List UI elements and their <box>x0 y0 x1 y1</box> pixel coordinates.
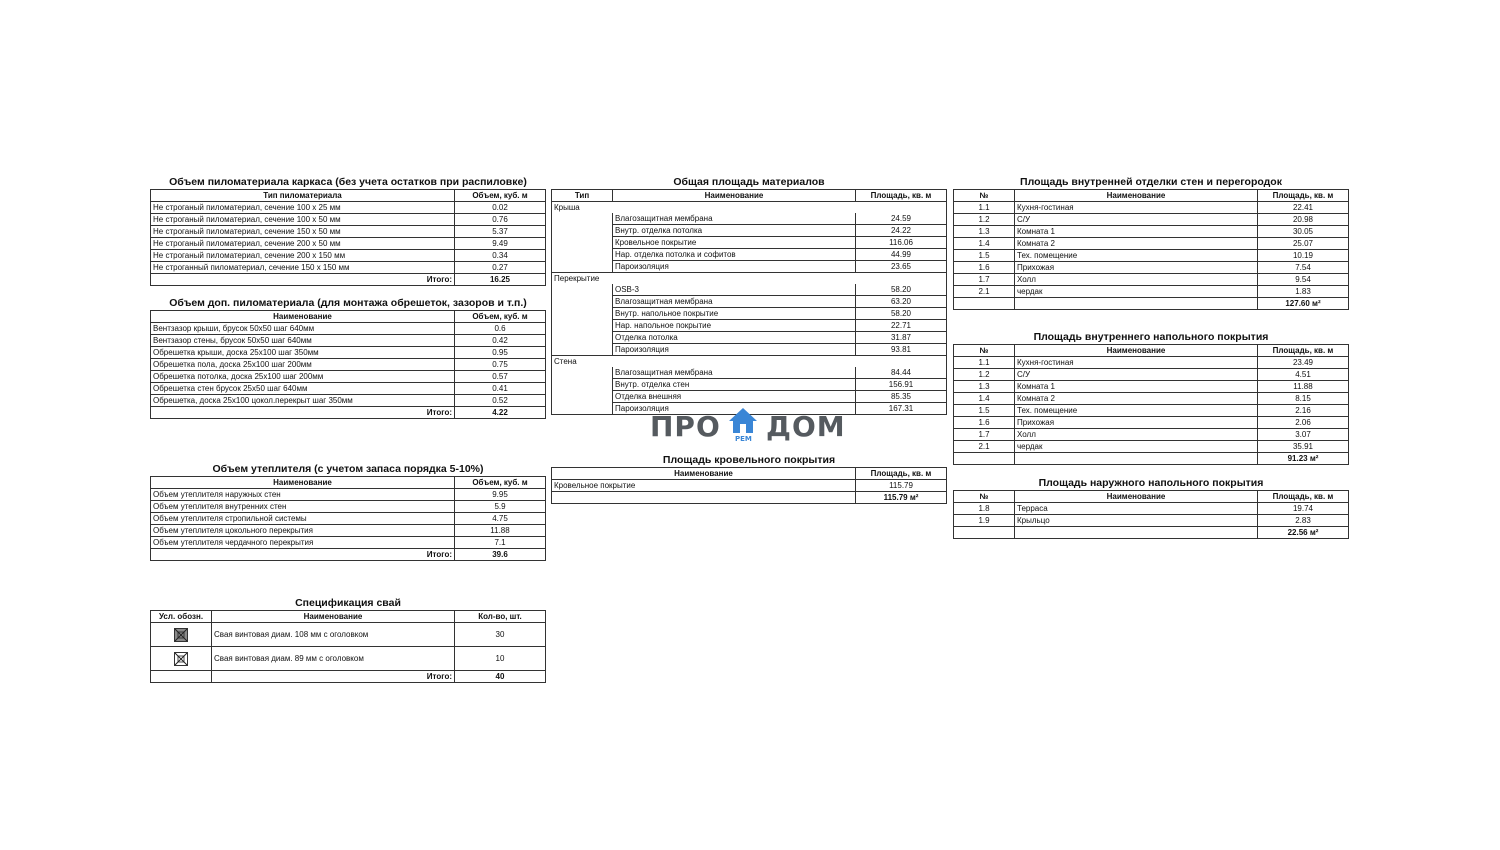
walls-area-cell: 9.54 <box>1258 274 1349 286</box>
extra-lumber-value-cell: 0.57 <box>455 371 546 383</box>
inner-floor-area-cell: 3.07 <box>1258 429 1349 441</box>
insulation-table <box>150 476 546 561</box>
table-row <box>552 379 947 391</box>
outer-floor-num-cell: 1.8 <box>954 503 1015 515</box>
materials-header-area: Площадь, кв. м <box>856 190 947 202</box>
insulation-header-volume: Объем, куб. м <box>455 477 546 489</box>
materials-title: Общая площадь материалов <box>673 176 825 188</box>
roofing-table <box>551 467 947 504</box>
table-row <box>954 417 1349 429</box>
table-row <box>954 226 1349 238</box>
walls-area-cell: 10.19 <box>1258 250 1349 262</box>
insulation-value-cell: 9.95 <box>455 489 546 501</box>
materials-area-cell: 167.31 <box>856 403 947 415</box>
outer-floor-header-num: № <box>954 491 1015 503</box>
walls-name-cell: чердак <box>1015 286 1258 298</box>
outer-floor-total-row <box>954 527 1349 539</box>
table-row <box>954 503 1349 515</box>
inner-floor-area-cell: 11.88 <box>1258 381 1349 393</box>
piles-header-symbol: Усл. обозн. <box>151 611 212 623</box>
inner-floor-num-cell: 1.4 <box>954 393 1015 405</box>
extra-lumber-total-row <box>151 407 546 419</box>
table-row <box>552 261 947 273</box>
walls-num-cell: 1.5 <box>954 250 1015 262</box>
inner-floor-name-cell: Холл <box>1015 429 1258 441</box>
walls-total-value: 127.60 м² <box>1258 298 1349 310</box>
extra-lumber-name-cell: Обрешетка пола, доска 25х100 шаг 200мм <box>151 359 455 371</box>
walls-name-cell: Комната 1 <box>1015 226 1258 238</box>
materials-area-cell: 93.81 <box>856 344 947 356</box>
inner-floor-title: Площадь внутреннего напольного покрытия <box>1033 331 1269 343</box>
materials-group-row <box>552 273 947 285</box>
materials-indent-cell <box>552 237 613 249</box>
materials-group-type: Крыша <box>552 202 947 214</box>
extra-lumber-header-volume: Объем, куб. м <box>455 311 546 323</box>
piles-total-row <box>151 671 546 683</box>
materials-name-cell: Нар. напольное покрытие <box>613 320 856 332</box>
walls-total-empty <box>954 298 1015 310</box>
walls-area-cell: 7.54 <box>1258 262 1349 274</box>
materials-name-cell: Влагозащитная мембрана <box>613 296 856 308</box>
table-row <box>552 284 947 296</box>
materials-indent-cell <box>552 213 613 225</box>
lumber-total-value: 16.25 <box>455 274 546 286</box>
table-row <box>552 480 947 492</box>
piles-table <box>150 610 546 683</box>
inner-floor-name-cell: Комната 1 <box>1015 381 1258 393</box>
materials-group-type: Перекрытие <box>552 273 947 285</box>
materials-name-cell: Пароизоляция <box>613 344 856 356</box>
insulation-value-cell: 5.9 <box>455 501 546 513</box>
prodom-logo <box>650 408 850 444</box>
inner-floor-total-value: 91.23 м² <box>1258 453 1349 465</box>
materials-header-type: Тип <box>552 190 613 202</box>
inner-floor-table <box>953 344 1349 465</box>
table-row <box>151 262 546 274</box>
inner-floor-name-cell: Кухня-гостиная <box>1015 357 1258 369</box>
table-row <box>151 226 546 238</box>
walls-name-cell: Кухня-гостиная <box>1015 202 1258 214</box>
inner-floor-area-cell: 4.51 <box>1258 369 1349 381</box>
extra-lumber-name-cell: Обрешетка крыши, доска 25х100 шаг 350мм <box>151 347 455 359</box>
materials-indent-cell <box>552 403 613 415</box>
table-row <box>954 262 1349 274</box>
walls-num-cell: 1.4 <box>954 238 1015 250</box>
outer-floor-total-value: 22.56 м² <box>1258 527 1349 539</box>
pile-symbol-cell <box>151 647 212 671</box>
inner-floor-num-cell: 1.7 <box>954 429 1015 441</box>
table-row <box>552 213 947 225</box>
materials-table <box>551 189 947 415</box>
walls-header-num: № <box>954 190 1015 202</box>
extra-lumber-name-cell: Обрешетка, доска 25х100 цокол.перекрыт шаг 350мм <box>151 395 455 407</box>
materials-area-cell: 24.22 <box>856 225 947 237</box>
inner-floor-num-cell: 1.1 <box>954 357 1015 369</box>
extra-lumber-name-cell: Обрешетка стен брусок 25х50 шаг 640мм <box>151 383 455 395</box>
table-row <box>954 286 1349 298</box>
table-row <box>552 320 947 332</box>
materials-name-cell: Внутр. напольное покрытие <box>613 308 856 320</box>
table-row <box>151 395 546 407</box>
outer-floor-block <box>953 477 1349 539</box>
table-row <box>954 357 1349 369</box>
lumber-total-row <box>151 274 546 286</box>
walls-num-cell: 1.2 <box>954 214 1015 226</box>
table-row <box>552 344 947 356</box>
insulation-total-value: 39.6 <box>455 549 546 561</box>
extra-lumber-total-label: Итого: <box>151 407 455 419</box>
materials-indent-cell <box>552 391 613 403</box>
roofing-title: Площадь кровельного покрытия <box>662 454 836 466</box>
walls-title: Площадь внутренней отделки стен и перегородок <box>1020 176 1282 188</box>
table-row <box>954 250 1349 262</box>
lumber-header-type: Тип пиломатериала <box>151 190 455 202</box>
materials-block <box>551 176 947 415</box>
insulation-header-name: Наименование <box>151 477 455 489</box>
materials-indent-cell <box>552 296 613 308</box>
lumber-value-cell: 9.49 <box>455 238 546 250</box>
insulation-value-cell: 4.75 <box>455 513 546 525</box>
inner-floor-num-cell: 1.3 <box>954 381 1015 393</box>
piles-total-value: 40 <box>455 671 546 683</box>
table-row <box>151 359 546 371</box>
walls-block <box>953 176 1349 310</box>
materials-indent-cell <box>552 249 613 261</box>
walls-num-cell: 2.1 <box>954 286 1015 298</box>
lumber-total-label: Итого: <box>151 274 455 286</box>
outer-floor-num-cell: 1.9 <box>954 515 1015 527</box>
materials-indent-cell <box>552 332 613 344</box>
lumber-value-cell: 0.34 <box>455 250 546 262</box>
piles-total-empty <box>151 671 212 683</box>
roofing-total-row <box>552 492 947 504</box>
walls-table <box>953 189 1349 310</box>
materials-name-cell: Отделка потолка <box>613 332 856 344</box>
walls-area-cell: 30.05 <box>1258 226 1349 238</box>
extra-lumber-name-cell: Обрешетка потолка, доска 25х100 шаг 200мм <box>151 371 455 383</box>
table-row <box>552 249 947 261</box>
outer-floor-name-cell: Крыльцо <box>1015 515 1258 527</box>
table-row <box>954 515 1349 527</box>
inner-floor-total-empty <box>954 453 1015 465</box>
lumber-value-cell: 0.76 <box>455 214 546 226</box>
walls-name-cell: Холл <box>1015 274 1258 286</box>
table-row <box>954 214 1349 226</box>
inner-floor-header-name: Наименование <box>1015 345 1258 357</box>
table-row <box>151 525 546 537</box>
materials-indent-cell <box>552 367 613 379</box>
materials-area-cell: 58.20 <box>856 284 947 296</box>
table-row <box>151 323 546 335</box>
table-row <box>151 623 546 647</box>
extra-lumber-value-cell: 0.6 <box>455 323 546 335</box>
table-row <box>552 225 947 237</box>
materials-name-cell: Влагозащитная мембрана <box>613 213 856 225</box>
insulation-name-cell: Объем утеплителя цокольного перекрытия <box>151 525 455 537</box>
table-row <box>151 347 546 359</box>
lumber-table <box>150 189 546 286</box>
insulation-block <box>150 463 546 561</box>
extra-lumber-value-cell: 0.42 <box>455 335 546 347</box>
outer-floor-name-cell: Терраса <box>1015 503 1258 515</box>
table-row <box>954 393 1349 405</box>
insulation-value-cell: 11.88 <box>455 525 546 537</box>
insulation-name-cell: Объем утеплителя наружных стен <box>151 489 455 501</box>
walls-area-cell: 22.41 <box>1258 202 1349 214</box>
extra-lumber-name-cell: Вентзазор крыши, брусок 50х50 шаг 640мм <box>151 323 455 335</box>
walls-total-empty <box>1015 298 1258 310</box>
materials-group-row <box>552 202 947 214</box>
walls-total-row <box>954 298 1349 310</box>
materials-indent-cell <box>552 261 613 273</box>
walls-num-cell: 1.6 <box>954 262 1015 274</box>
outer-floor-area-cell: 2.83 <box>1258 515 1349 527</box>
inner-floor-total-row <box>954 453 1349 465</box>
roofing-name-cell: Кровельное покрытие <box>552 480 856 492</box>
inner-floor-header-area: Площадь, кв. м <box>1258 345 1349 357</box>
walls-name-cell: Прихожая <box>1015 262 1258 274</box>
piles-header-name: Наименование <box>212 611 455 623</box>
table-row <box>151 489 546 501</box>
materials-area-cell: 31.87 <box>856 332 947 344</box>
table-row <box>151 537 546 549</box>
walls-header-area: Площадь, кв. м <box>1258 190 1349 202</box>
lumber-name-cell: Не строганный пиломатериал, сечение 150 х 150 мм <box>151 262 455 274</box>
outer-floor-area-cell: 19.74 <box>1258 503 1349 515</box>
table-row <box>954 429 1349 441</box>
materials-name-cell: Внутр. отделка потолка <box>613 225 856 237</box>
piles-title: Спецификация свай <box>295 597 401 609</box>
materials-name-cell: Влагозащитная мембрана <box>613 367 856 379</box>
inner-floor-num-cell: 1.5 <box>954 405 1015 417</box>
insulation-total-row <box>151 549 546 561</box>
materials-area-cell: 22.71 <box>856 320 947 332</box>
logo-right-text: ДОМ <box>766 410 846 443</box>
table-row <box>151 202 546 214</box>
inner-floor-header-num: № <box>954 345 1015 357</box>
materials-name-cell: OSB-3 <box>613 284 856 296</box>
walls-name-cell: С/У <box>1015 214 1258 226</box>
piles-block <box>150 597 546 683</box>
inner-floor-name-cell: С/У <box>1015 369 1258 381</box>
walls-num-cell: 1.7 <box>954 274 1015 286</box>
table-row <box>151 250 546 262</box>
outer-floor-title: Площадь наружного напольного покрытия <box>1038 477 1264 489</box>
inner-floor-num-cell: 2.1 <box>954 441 1015 453</box>
outer-floor-total-empty <box>954 527 1015 539</box>
table-row <box>151 214 546 226</box>
roofing-area-cell: 115.79 <box>856 480 947 492</box>
inner-floor-area-cell: 2.16 <box>1258 405 1349 417</box>
extra-lumber-value-cell: 0.95 <box>455 347 546 359</box>
inner-floor-total-empty <box>1015 453 1258 465</box>
materials-area-cell: 85.35 <box>856 391 947 403</box>
table-row <box>954 274 1349 286</box>
logo-left-text: ПРО <box>650 410 721 443</box>
table-row <box>954 369 1349 381</box>
materials-group-type: Стена <box>552 356 947 368</box>
extra-lumber-value-cell: 0.75 <box>455 359 546 371</box>
inner-floor-name-cell: чердак <box>1015 441 1258 453</box>
walls-area-cell: 20.98 <box>1258 214 1349 226</box>
materials-area-cell: 58.20 <box>856 308 947 320</box>
insulation-title: Объем утеплителя (с учетом запаса порядка 5-10%) <box>212 463 484 475</box>
table-row <box>552 332 947 344</box>
insulation-name-cell: Объем утеплителя чердачного перекрытия <box>151 537 455 549</box>
inner-floor-num-cell: 1.6 <box>954 417 1015 429</box>
materials-indent-cell <box>552 344 613 356</box>
lumber-value-cell: 0.27 <box>455 262 546 274</box>
materials-area-cell: 84.44 <box>856 367 947 379</box>
table-row <box>151 647 546 671</box>
insulation-name-cell: Объем утеплителя стропильной системы <box>151 513 455 525</box>
extra-lumber-block <box>150 297 546 419</box>
roofing-header-name: Наименование <box>552 468 856 480</box>
table-row <box>954 381 1349 393</box>
lumber-title: Объем пиломатериала каркаса (без учета остатков при распиловке) <box>169 176 527 188</box>
walls-name-cell: Тех. помещение <box>1015 250 1258 262</box>
materials-indent-cell <box>552 284 613 296</box>
extra-lumber-title: Объем доп. пиломатериала (для монтажа обрешеток, зазоров и т.п.) <box>169 297 527 309</box>
materials-area-cell: 44.99 <box>856 249 947 261</box>
extra-lumber-name-cell: Вентзазор стены, брусок 50х50 шаг 640мм <box>151 335 455 347</box>
lumber-name-cell: Не строганый пиломатериал, сечение 150 х 50 мм <box>151 226 455 238</box>
materials-indent-cell <box>552 308 613 320</box>
inner-floor-num-cell: 1.2 <box>954 369 1015 381</box>
inner-floor-block <box>953 331 1349 465</box>
materials-name-cell: Кровельное покрытие <box>613 237 856 249</box>
piles-header-qty: Кол-во, шт. <box>455 611 546 623</box>
materials-name-cell: Пароизоляция <box>613 261 856 273</box>
inner-floor-area-cell: 35.91 <box>1258 441 1349 453</box>
pile-name-cell: Свая винтовая диам. 89 мм с оголовком <box>212 647 455 671</box>
materials-name-cell: Пароизоляция <box>613 403 856 415</box>
materials-area-cell: 24.59 <box>856 213 947 225</box>
materials-name-cell: Отделка внешняя <box>613 391 856 403</box>
insulation-total-label: Итого: <box>151 549 455 561</box>
roofing-total-empty <box>552 492 856 504</box>
pile-89-icon <box>174 652 188 666</box>
inner-floor-area-cell: 23.49 <box>1258 357 1349 369</box>
table-row <box>552 296 947 308</box>
roofing-header-area: Площадь, кв. м <box>856 468 947 480</box>
materials-indent-cell <box>552 379 613 391</box>
pile-qty-cell: 30 <box>455 623 546 647</box>
table-row <box>552 391 947 403</box>
outer-floor-header-name: Наименование <box>1015 491 1258 503</box>
table-row <box>954 202 1349 214</box>
insulation-name-cell: Объем утеплителя внутренних стен <box>151 501 455 513</box>
extra-lumber-value-cell: 0.41 <box>455 383 546 395</box>
lumber-name-cell: Не строганый пиломатериал, сечение 100 х 25 мм <box>151 202 455 214</box>
lumber-value-cell: 5.37 <box>455 226 546 238</box>
table-row <box>552 237 947 249</box>
lumber-name-cell: Не строганый пиломатериал, сечение 200 х 50 мм <box>151 238 455 250</box>
materials-header-name: Наименование <box>613 190 856 202</box>
walls-area-cell: 25.07 <box>1258 238 1349 250</box>
table-row <box>151 238 546 250</box>
materials-area-cell: 156.91 <box>856 379 947 391</box>
roofing-total-value: 115.79 м² <box>856 492 947 504</box>
materials-area-cell: 116.06 <box>856 237 947 249</box>
extra-lumber-table <box>150 310 546 419</box>
inner-floor-area-cell: 2.06 <box>1258 417 1349 429</box>
walls-area-cell: 1.83 <box>1258 286 1349 298</box>
materials-name-cell: Внутр. отделка стен <box>613 379 856 391</box>
lumber-block <box>150 176 546 286</box>
inner-floor-name-cell: Тех. помещение <box>1015 405 1258 417</box>
inner-floor-area-cell: 8.15 <box>1258 393 1349 405</box>
materials-indent-cell <box>552 320 613 332</box>
insulation-value-cell: 7.1 <box>455 537 546 549</box>
table-row <box>151 371 546 383</box>
materials-name-cell: Нар. отделка потолка и софитов <box>613 249 856 261</box>
materials-indent-cell <box>552 225 613 237</box>
table-row <box>954 238 1349 250</box>
walls-header-name: Наименование <box>1015 190 1258 202</box>
table-row <box>552 308 947 320</box>
table-row <box>954 441 1349 453</box>
pile-symbol-cell <box>151 623 212 647</box>
roofing-block <box>551 454 947 504</box>
inner-floor-name-cell: Комната 2 <box>1015 393 1258 405</box>
materials-group-row <box>552 356 947 368</box>
table-row <box>151 513 546 525</box>
inner-floor-name-cell: Прихожая <box>1015 417 1258 429</box>
walls-num-cell: 1.3 <box>954 226 1015 238</box>
outer-floor-table <box>953 490 1349 539</box>
lumber-value-cell: 0.02 <box>455 202 546 214</box>
outer-floor-header-area: Площадь, кв. м <box>1258 491 1349 503</box>
extra-lumber-value-cell: 0.52 <box>455 395 546 407</box>
extra-lumber-total-value: 4.22 <box>455 407 546 419</box>
table-row <box>552 367 947 379</box>
lumber-name-cell: Не строганый пиломатериал, сечение 200 х 150 мм <box>151 250 455 262</box>
table-row <box>151 335 546 347</box>
logo-sub-text: РЕМ <box>735 435 752 443</box>
piles-total-label: Итого: <box>212 671 455 683</box>
pile-qty-cell: 10 <box>455 647 546 671</box>
walls-name-cell: Комната 2 <box>1015 238 1258 250</box>
pile-108-icon <box>174 628 188 642</box>
extra-lumber-header-name: Наименование <box>151 311 455 323</box>
walls-num-cell: 1.1 <box>954 202 1015 214</box>
table-row <box>151 501 546 513</box>
materials-area-cell: 63.20 <box>856 296 947 308</box>
table-row <box>151 383 546 395</box>
pile-name-cell: Свая винтовая диам. 108 мм с оголовком <box>212 623 455 647</box>
lumber-name-cell: Не строганый пиломатериал, сечение 100 х 50 мм <box>151 214 455 226</box>
table-row <box>954 405 1349 417</box>
materials-area-cell: 23.65 <box>856 261 947 273</box>
outer-floor-total-empty <box>1015 527 1258 539</box>
lumber-header-volume: Объем, куб. м <box>455 190 546 202</box>
